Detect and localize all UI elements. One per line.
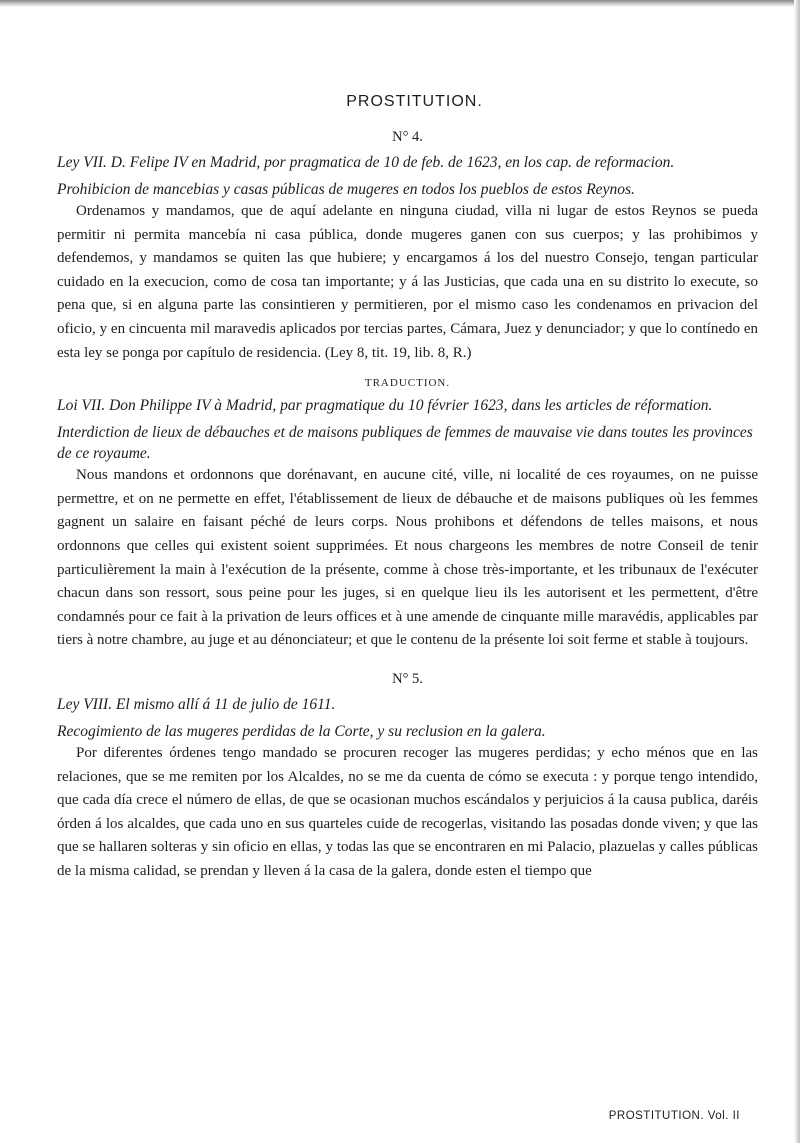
law-subject-4: Prohibicion de mancebias y casas públicas de mugeres en todos los pueblos de estos Reynos. [57,181,635,198]
translation-label: TRADUCTION. [364,377,451,390]
law-body-5: Por diferentes órdenes tengo mandado se procuren recoger las mugeres perdidas; y echo ménos que en las relaciones, que se me remiten por los Alcaldes, no se me da cuenta de cómo se executa : y porque tengo intendido, que cada día crece el número de ellas, de que se ocasionan muchos escándalos y perjuicios á la causa publica, daréis órden á los alcaldes, que cada uno en sus quarteles cuide de recogerlas, visitando las posadas donde viven; y que las que se hallaren solteras y sin oficio en ellas, y todas las que se encontraren en mi Palacio, plazuelas y calles públicas de la misma calidad, se prendan y lleven á la casa de la galera, donde esten el tiempo que [57,744,758,879]
section-number-4: N° 4. [392,129,423,145]
running-head: PROSTITUTION. [346,93,483,110]
scan-edge-top [0,0,800,7]
signature-footer: PROSTITUTION. Vol. II [608,1110,740,1122]
translation-subject: Interdiction de lieux de débauches et de maisons publiques de femmes de mauvaise vie dans toutes les provinces de ce royaume. [57,424,753,463]
law-title-5: Ley VIII. El mismo allí á 11 de julio de 1611. [57,695,336,713]
law-body-4: Ordenamos y mandamos, que de aquí adelante en ninguna ciudad, villa ni lugar de estos Reynos se pueda permitir ni permita mancebía ni casa pública, donde mugeres ganen con sus cuerpos; y las prohibimos y defendemos, y mandamos se quiten las que hubiere; y encargamos á los del nuestro Consejo, tengan particular cuidado en la execucion, como de cosa tan importante; y á las Justicias, que cada una en su distrito lo execute, so pena que, si en alguna parte las consintieren y permitieren, por el mismo caso les condenamos en privacion del oficio, y en cincuenta mil maravedis aplicados por tercias partes, Cámara, Juez y denunciador; y que lo contínedo en esta ley se ponga por capítulo de residencia. (Ley 8, tit. 19, lib. 8, R.) [57,203,758,361]
law-subject-5: Recogimiento de las mugeres perdidas de la Corte, y su reclusion en la galera. [57,722,546,740]
scan-edge-right [794,0,800,1143]
translation-title: Loi VII. Don Philippe IV à Madrid, par pragmatique du 10 février 1623, dans les articles de réformation. [57,397,713,415]
law-title-4: Ley VII. D. Felipe IV en Madrid, por pragmatica de 10 de feb. de 1623, en los cap. de reformacion. [57,154,675,171]
section-number-5: N° 5. [392,670,423,687]
translation-body: Nous mandons et ordonnons que dorénavant, en aucune cité, ville, ni localité de ces royaumes, on ne puisse permettre, et on ne permette en effet, l'établissement de lieux de débauche et de maisons publiques où les femmes gagnent un salaire en faisant péché de leurs corps. Nous prohibons et défendons de telles maisons, et nous ordonnons que celles qui existent soient supprimées. Et nous chargeons les membres de notre Conseil de tenir particulièrement la main à l'exécution de la présente, comme à chose très-importante, et les tribunaux de l'exécuter chacun dans son ressort, sous peine pour les juges, si en quelque lieu ils les autorisent et les permettent, d'être condamnés pour ce fait à la privation de leurs offices et à une amende de cinquante mille maravédis, applicables par tiers à notre chambre, au juge et au dénonciateur; et que le contenu de la présente loi soit ferme et stable à toujours. [57,467,758,649]
page-content [57,93,758,883]
